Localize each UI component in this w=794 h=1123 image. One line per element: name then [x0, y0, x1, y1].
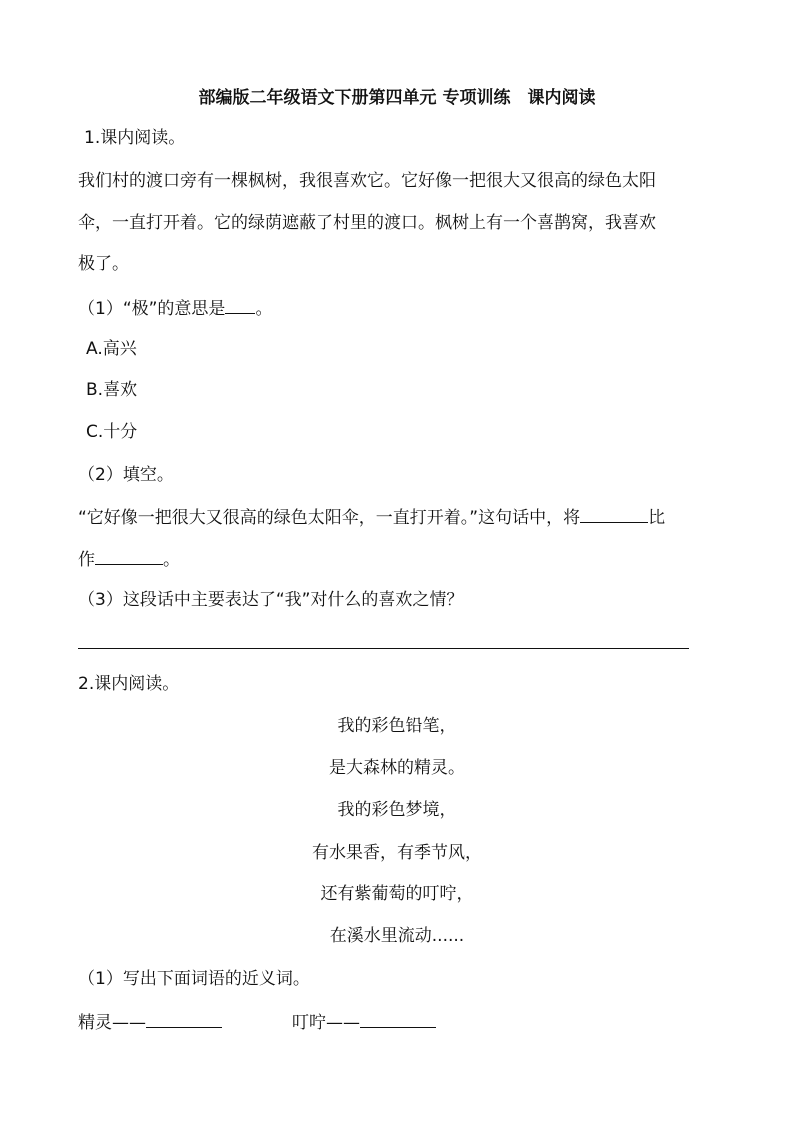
q1-passage-line-2: 伞，一直打开着。它的绿荫遮蔽了村里的渡口。枫树上有一个喜鹊窝，我喜欢 — [78, 213, 656, 233]
q2-synonym-blank-2[interactable] — [360, 1011, 436, 1028]
q2-sub1-synonym-2 — [292, 1011, 436, 1033]
q1-sub1-prompt: （1）“极”的意思是 — [78, 299, 226, 319]
q2-word-1: 精灵—— — [78, 1013, 146, 1033]
q2-poem-line-3: 我的彩色梦境， — [337, 800, 457, 820]
q1-option-b[interactable]: B.喜欢 — [86, 380, 138, 400]
q1-sub2-sentence: “它好像一把很大又很高的绿色太阳伞，一直打开着。”这句话中，将 — [78, 508, 581, 528]
q2-poem-line-6: 在溪水里流动...... — [329, 926, 465, 946]
q1-sub1-question — [78, 297, 272, 319]
q1-heading: 1.课内阅读。 — [84, 128, 186, 148]
q1-sub2-line2-tail: 。 — [163, 550, 180, 570]
q2-poem-line-1: 我的彩色铅笔， — [337, 716, 457, 736]
q2-synonym-blank-1[interactable] — [146, 1011, 222, 1028]
q1-sub1-answer-blank[interactable] — [225, 297, 255, 314]
q1-option-c[interactable]: C.十分 — [86, 422, 138, 442]
q1-passage-line-1: 我们村的渡口旁有一棵枫树，我很喜欢它。它好像一把很大又很高的绿色太阳 — [78, 171, 656, 191]
q2-word-2: 叮咛—— — [292, 1013, 360, 1033]
q1-passage-line-3: 极了。 — [78, 254, 129, 274]
q1-sub1-tail: 。 — [255, 299, 273, 319]
q2-sub1-prompt: （1）写出下面词语的近义词。 — [78, 969, 310, 989]
q1-sub3-prompt: （3）这段话中主要表达了“我”对什么的喜欢之情？ — [78, 590, 464, 610]
q2-poem-line-2: 是大森林的精灵。 — [329, 758, 465, 778]
q1-sub2-blank-2[interactable] — [95, 548, 163, 565]
q2-poem-line-4: 有水果香，有季节风， — [312, 843, 482, 863]
q2-heading: 2.课内阅读。 — [78, 674, 180, 694]
q1-sub2-line1-tail: 比 — [648, 508, 666, 528]
q2-sub1-synonym-1 — [78, 1011, 222, 1033]
q1-sub2-blank-1[interactable] — [580, 506, 648, 523]
q1-sub2-line-1 — [78, 506, 665, 528]
q2-poem-line-5: 还有紫葡萄的叮咛， — [320, 884, 474, 904]
q1-sub3-answer-line[interactable] — [78, 648, 689, 649]
q1-sub2-prompt: （2）填空。 — [78, 465, 174, 485]
page-title: 部编版二年级语文下册第四单元 专项训练 课内阅读 — [198, 88, 596, 108]
q1-sub2-line-2 — [78, 548, 180, 570]
q1-sub2-line2-text: 作 — [78, 550, 95, 570]
q1-option-a[interactable]: A.高兴 — [86, 339, 137, 359]
